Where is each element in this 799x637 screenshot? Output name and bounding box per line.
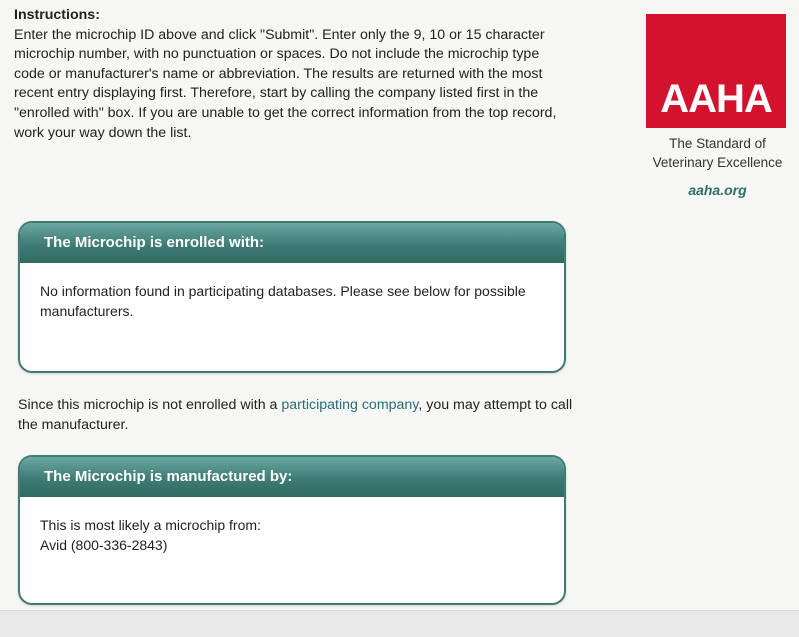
aaha-tagline [646, 134, 789, 172]
aaha-logo-mark: AAHA [660, 77, 772, 121]
aaha-link[interactable]: aaha.org [688, 182, 747, 198]
tagline-line-1: The Standard of [669, 136, 766, 151]
instructions-section [14, 6, 559, 143]
aaha-logo[interactable] [646, 14, 786, 128]
participating-company-link[interactable]: participating company [281, 397, 419, 413]
manufacturer-name-phone: Avid (800-336-2843) [40, 537, 168, 553]
manufacturer-intro: This is most likely a microchip from: [40, 517, 261, 533]
tagline-line-2: Veterinary Excellence [652, 155, 783, 170]
note-text-after: , you may attempt to call the manufacturer. [18, 397, 573, 433]
instructions-title: Instructions: [14, 7, 100, 23]
bottom-bar [0, 610, 799, 637]
manufactured-by-panel [18, 455, 566, 605]
manufactured-by-content [20, 497, 564, 555]
enrolled-with-panel [18, 221, 566, 373]
enrolled-with-heading: The Microchip is enrolled with: [20, 223, 564, 263]
manufactured-by-heading: The Microchip is manufactured by: [20, 457, 564, 497]
aaha-logo-block [646, 14, 789, 198]
manufacturer-note [18, 395, 578, 435]
instructions-text: Enter the microchip ID above and click "Submit". Enter only the 9, 10 or 15 character microchip number, with no punctuation or spaces. Do not include the microchip type code or manufacturer's name or abbreviation. The results are returned with the most recent entry displaying first. Therefore, start by calling the company listed first in the "enrolled with" box. If you are unable to get the correct information from the top record, work your way down the list. [14, 26, 557, 141]
enrolled-with-message: No information found in participating databases. Please see below for possible manufacturers. [40, 283, 526, 319]
note-text-before: Since this microchip is not enrolled with a [18, 397, 282, 413]
